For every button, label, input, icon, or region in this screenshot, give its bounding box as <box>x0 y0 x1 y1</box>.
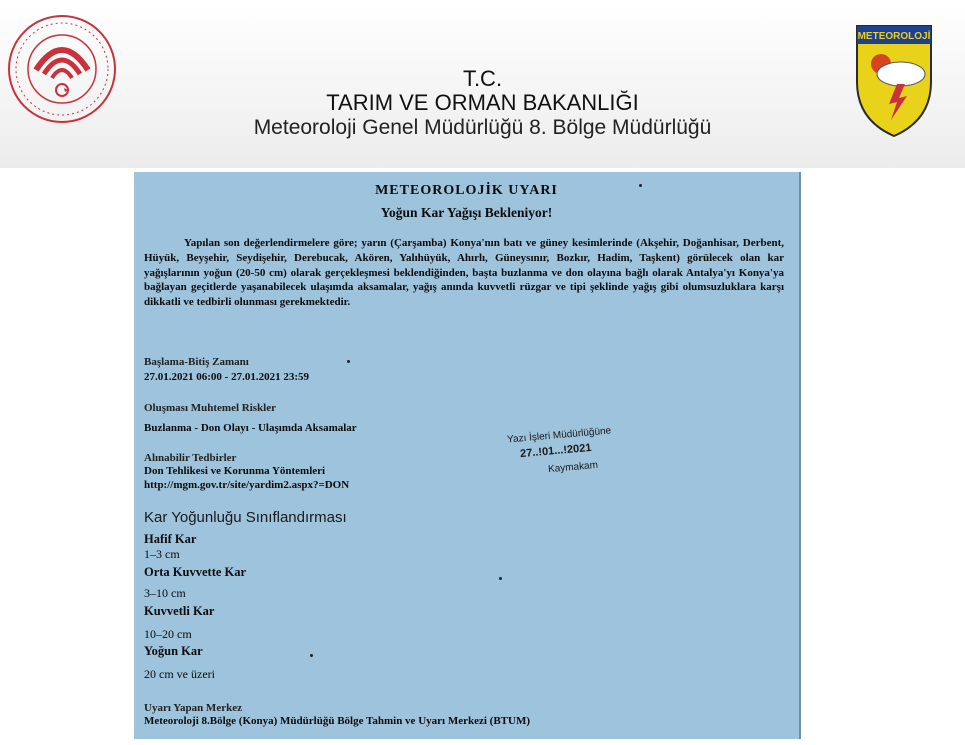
class-heading: Kar Yoğunluğu Sınıflandırması <box>144 509 347 526</box>
class-name: Kuvvetli Kar <box>144 604 215 618</box>
class-name: Hafif Kar <box>144 532 197 546</box>
stamp-line1: Yazı İşleri Müdürlüğüne <box>506 425 612 446</box>
class-name: Orta Kuvvette Kar <box>144 565 247 579</box>
header-ministry: TARIM VE ORMAN BAKANLIĞI <box>326 90 639 115</box>
stamp-date: 27..!01...!2021 <box>519 441 592 461</box>
time-value: 27.01.2021 06:00 - 27.01.2021 23:59 <box>144 371 309 383</box>
letterhead <box>0 0 965 168</box>
header-directorate: Meteoroloji Genel Müdürlüğü 8. Bölge Müdürlüğü <box>253 116 712 139</box>
scan-speck <box>499 577 502 580</box>
logo-text: METEOROLOJİ <box>857 31 931 42</box>
meteoroloji-shield-logo <box>853 22 935 140</box>
risk-value: Buzlanma - Don Olayı - Ulaşımda Aksamalar <box>144 422 357 434</box>
class-range: 10–20 cm <box>144 627 192 641</box>
class-range: 3–10 cm <box>144 586 186 600</box>
header-tc: T.C. <box>462 66 503 91</box>
risk-label: Oluşması Muhtemel Riskler <box>144 402 276 414</box>
scan-speck <box>347 360 350 363</box>
stamp-line3: Kaymakam <box>547 459 599 476</box>
warning-body: Yapılan son değerlendirmelere göre; yarın (Çarşamba) Konya'nın batı ve güney kesimlerinde (Akşehir, Doğanhisar, Derbent, Hüyük, Beyşehir, Seydişehir, Derebucak, Akören, Yalıhüyük, Ahırlı, Güneysınır, Bozkır, Hadim, Taşkent) görülecek olan kar yağışlarının yoğun (20-50 cm) olarak gerçekleşmesi beklendiğinden, başta buzlanma ve don olayına bağlı olarak Antalya'yı Konya'ya bağlayan geçitlerde yaşanabilecek ulaşımda aksamalar, yağış anında kuvvetli rüzgar ve tipi şeklinde yağış gibi olumsuzluklara karşı dikkatli ve tedbirli olunması gerekmektedir. <box>144 237 784 309</box>
measures-value: Don Tehlikesi ve Korunma Yöntemleri <box>144 465 326 477</box>
center-value: Meteoroloji 8.Bölge (Konya) Müdürlüğü Bölge Tahmin ve Uyarı Merkezi (BTUM) <box>144 715 530 727</box>
class-range: 20 cm ve üzeri <box>144 667 215 681</box>
class-range: 1–3 cm <box>144 547 180 561</box>
time-label: Başlama-Bitiş Zamanı <box>144 356 249 368</box>
scan-speck <box>310 654 313 657</box>
class-name: Yoğun Kar <box>144 644 203 658</box>
warning-subtitle: Yoğun Kar Yağışı Bekleniyor! <box>380 205 553 220</box>
measures-label: Alınabilir Tedbirler <box>144 452 237 464</box>
scan-speck <box>639 184 642 187</box>
measures-url[interactable]: http://mgm.gov.tr/site/yardim2.aspx?=DON <box>144 479 350 491</box>
warning-document <box>134 172 801 739</box>
warning-title: METEOROLOJİK UYARI <box>375 183 558 198</box>
center-label: Uyarı Yapan Merkez <box>144 702 242 714</box>
